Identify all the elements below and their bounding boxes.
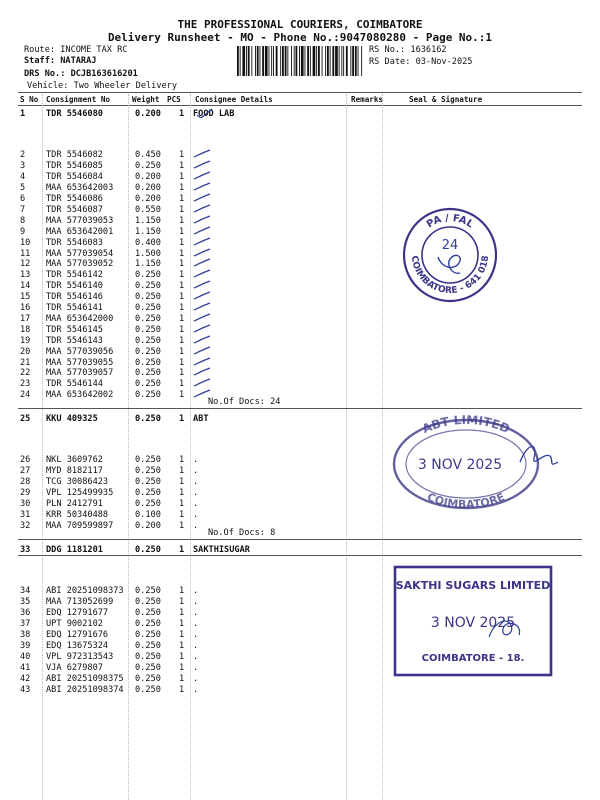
row-cn: ABI 20251098375 <box>46 673 124 684</box>
row-sno: 22 <box>20 368 31 379</box>
row-sno: 10 <box>20 237 31 248</box>
row-cn: TDR 5546086 <box>46 194 103 205</box>
row-cn: MAA 577039056 <box>46 346 114 357</box>
row-sno: 3 <box>20 161 26 172</box>
row-dot-mark: . <box>193 651 199 662</box>
row-cn: MAA 709599897 <box>46 520 114 531</box>
row-pcs: 1 <box>179 379 185 390</box>
tick-icon <box>193 258 211 268</box>
staff-label: Staff: NATARAJ <box>24 56 97 66</box>
row-pcs: 1 <box>179 292 185 303</box>
row-sno: 7 <box>20 204 26 215</box>
row-dot-mark: . <box>193 499 199 510</box>
row-pcs: 1 <box>179 346 185 357</box>
row-dot-mark: . <box>193 488 199 499</box>
row-wt: 0.250 <box>135 608 161 619</box>
row-wt: 0.250 <box>135 597 161 608</box>
row-sno: 30 <box>20 499 31 510</box>
row-pcs: 1 <box>179 414 185 424</box>
row-wt: 0.250 <box>135 346 161 357</box>
consignee-name: SAKTHISUGAR <box>193 545 250 555</box>
row-pcs: 1 <box>179 586 185 597</box>
row-wt: 0.200 <box>135 109 161 119</box>
row-sno: 35 <box>20 597 31 608</box>
row-wt: 1.500 <box>135 248 161 259</box>
row-dot-mark: . <box>193 466 199 477</box>
row-wt: 0.250 <box>135 455 161 466</box>
row-dot-mark: . <box>193 662 199 673</box>
group-divider <box>18 555 582 556</box>
row-wt: 0.250 <box>135 335 161 346</box>
sakthi-stamp-date: 3 NOV 2025 <box>430 615 516 631</box>
header-rule-top <box>18 92 582 93</box>
sakthi-stamp-name: SAKTHI SUGARS LIMITED <box>395 579 551 592</box>
row-pcs: 1 <box>179 368 185 379</box>
sakthi-sugars-stamp <box>393 565 553 677</box>
row-cn: ABI 20251098374 <box>46 684 124 695</box>
row-pcs: 1 <box>179 357 185 368</box>
row-sno: 28 <box>20 477 31 488</box>
row-dot-mark: . <box>193 673 199 684</box>
row-sno: 32 <box>20 520 31 531</box>
pa-fal-stamp <box>400 205 500 305</box>
row-wt: 0.400 <box>135 237 161 248</box>
row-pcs: 1 <box>179 109 185 119</box>
row-cn: PLN 2412791 <box>46 499 103 510</box>
row-pcs: 1 <box>179 161 185 172</box>
docs-count: No.Of Docs: 8 <box>208 527 276 538</box>
row-wt: 0.250 <box>135 466 161 477</box>
row-pcs: 1 <box>179 466 185 477</box>
row-pcs: 1 <box>179 313 185 324</box>
col-divider <box>190 94 191 800</box>
row-pcs: 1 <box>179 390 185 401</box>
row-sno: 14 <box>20 281 31 292</box>
row-pcs: 1 <box>179 520 185 531</box>
row-sno: 13 <box>20 270 31 281</box>
row-pcs: 1 <box>179 248 185 259</box>
row-pcs: 1 <box>179 545 185 555</box>
abt-stamp-city: COIMBATORE <box>425 490 507 512</box>
runsheet-subtitle: Delivery Runsheet - MO - Phone No.:9047080280 - Page No.:1 <box>107 31 493 44</box>
row-cn: TDR 5546143 <box>46 335 103 346</box>
tick-icon <box>196 108 214 118</box>
row-cn: VJA 6279807 <box>46 662 103 673</box>
row-wt: 0.250 <box>135 281 161 292</box>
tick-icon <box>193 149 211 159</box>
row-cn: MAA 653642001 <box>46 226 114 237</box>
row-cn: EDQ 12791677 <box>46 608 109 619</box>
row-sno: 18 <box>20 324 31 335</box>
row-pcs: 1 <box>179 259 185 270</box>
row-dot-mark: . <box>193 684 199 695</box>
row-sno: 38 <box>20 630 31 641</box>
row-dot-mark: . <box>193 477 199 488</box>
row-pcs: 1 <box>179 183 185 194</box>
tick-icon <box>193 237 211 247</box>
row-sno: 40 <box>20 651 31 662</box>
row-pcs: 1 <box>179 204 185 215</box>
tick-icon <box>193 280 211 290</box>
row-wt: 0.250 <box>135 499 161 510</box>
row-sno: 37 <box>20 619 31 630</box>
row-sno: 20 <box>20 346 31 357</box>
row-cn: TDR 5546082 <box>46 150 103 161</box>
tick-icon <box>193 389 211 399</box>
group-divider <box>18 539 582 540</box>
route-label: Route: INCOME TAX RC <box>24 45 128 55</box>
row-cn: UPT 9002102 <box>46 619 103 630</box>
row-dot-mark: . <box>193 619 199 630</box>
row-sno: 8 <box>20 215 26 226</box>
row-pcs: 1 <box>179 303 185 314</box>
tick-icon <box>193 182 211 192</box>
row-wt: 0.250 <box>135 651 161 662</box>
company-title: THE PROFESSIONAL COURIERS, COIMBATORE <box>177 18 423 31</box>
row-sno: 21 <box>20 357 31 368</box>
row-pcs: 1 <box>179 215 185 226</box>
tick-icon <box>193 313 211 323</box>
row-pcs: 1 <box>179 226 185 237</box>
consignee-name: ABT <box>193 414 209 424</box>
row-pcs: 1 <box>179 455 185 466</box>
row-cn: TDR 5546142 <box>46 270 103 281</box>
row-wt: 0.250 <box>135 640 161 651</box>
tick-icon <box>193 367 211 377</box>
row-sno: 34 <box>20 586 31 597</box>
row-cn: NKL 3609762 <box>46 455 103 466</box>
row-wt: 0.250 <box>135 684 161 695</box>
row-pcs: 1 <box>179 630 185 641</box>
row-cn: TDR 5546144 <box>46 379 103 390</box>
row-dot-mark: . <box>193 608 199 619</box>
row-dot-mark: . <box>193 520 199 531</box>
row-wt: 0.250 <box>135 619 161 630</box>
row-sno: 5 <box>20 183 26 194</box>
row-pcs: 1 <box>179 662 185 673</box>
row-dot-mark: . <box>193 586 199 597</box>
row-sno: 2 <box>20 150 26 161</box>
row-sno: 4 <box>20 172 26 183</box>
tick-icon <box>193 248 211 258</box>
group-divider <box>18 408 582 409</box>
row-cn: MAA 653642002 <box>46 390 114 401</box>
row-sno: 36 <box>20 608 31 619</box>
row-wt: 0.250 <box>135 545 161 555</box>
row-cn: MAA 577039055 <box>46 357 114 368</box>
row-wt: 0.200 <box>135 183 161 194</box>
row-pcs: 1 <box>179 150 185 161</box>
sakthi-stamp-city: COIMBATORE - 18. <box>421 653 525 664</box>
row-pcs: 1 <box>179 270 185 281</box>
row-pcs: 1 <box>179 488 185 499</box>
row-wt: 0.250 <box>135 586 161 597</box>
row-cn: ABI 20251098373 <box>46 586 124 597</box>
row-pcs: 1 <box>179 324 185 335</box>
signature-scribble <box>438 255 460 273</box>
row-pcs: 1 <box>179 619 185 630</box>
row-wt: 0.250 <box>135 630 161 641</box>
row-dot-mark: . <box>193 630 199 641</box>
row-wt: 0.550 <box>135 204 161 215</box>
row-sno: 15 <box>20 292 31 303</box>
row-wt: 0.250 <box>135 673 161 684</box>
row-cn: KRR 50340488 <box>46 509 109 520</box>
pa-fal-stamp-bottom: COIMBATORE - 641 018 <box>408 255 492 297</box>
row-sno: 39 <box>20 640 31 651</box>
tick-icon <box>193 171 211 181</box>
row-dot-mark: . <box>193 509 199 520</box>
svg-text:ABT LIMITED <box>420 413 512 436</box>
row-wt: 0.250 <box>135 270 161 281</box>
tick-icon <box>193 160 211 170</box>
row-cn: MAA 577039052 <box>46 259 114 270</box>
col-divider <box>42 94 43 800</box>
tick-icon <box>193 378 211 388</box>
col-remarks: Remarks <box>351 95 384 104</box>
barcode <box>236 46 364 76</box>
row-sno: 27 <box>20 466 31 477</box>
row-wt: 0.250 <box>135 414 161 424</box>
row-cn: TDR 5546085 <box>46 161 103 172</box>
svg-text:COIMBATORE <box>425 490 506 511</box>
row-wt: 0.450 <box>135 150 161 161</box>
row-wt: 0.200 <box>135 172 161 183</box>
row-cn: VPL 972313543 <box>46 651 114 662</box>
row-cn: TDR 5546087 <box>46 204 103 215</box>
row-pcs: 1 <box>179 335 185 346</box>
row-wt: 0.250 <box>135 357 161 368</box>
abt-stamp-name: ABT LIMITED <box>419 412 512 437</box>
row-sno: 6 <box>20 194 26 205</box>
row-cn: TDR 5546140 <box>46 281 103 292</box>
row-cn: MAA 577039054 <box>46 248 114 259</box>
row-wt: 0.100 <box>135 509 161 520</box>
row-cn: MYD 8182117 <box>46 466 103 477</box>
row-sno: 24 <box>20 390 31 401</box>
row-cn: TDR 5546145 <box>46 324 103 335</box>
row-sno: 23 <box>20 379 31 390</box>
row-cn: DDG 1181201 <box>46 545 103 555</box>
row-pcs: 1 <box>179 281 185 292</box>
row-wt: 0.250 <box>135 488 161 499</box>
pa-fal-stamp-number: 24 <box>441 238 459 253</box>
row-sno: 29 <box>20 488 31 499</box>
row-sno: 9 <box>20 226 26 237</box>
row-sno: 1 <box>20 109 26 119</box>
col-consignment: Consignment No <box>46 95 111 104</box>
row-wt: 0.200 <box>135 194 161 205</box>
row-sno: 19 <box>20 335 31 346</box>
row-cn: MAA 577039057 <box>46 368 114 379</box>
row-sno: 17 <box>20 313 31 324</box>
row-pcs: 1 <box>179 673 185 684</box>
col-divider <box>382 94 383 800</box>
row-wt: 0.250 <box>135 368 161 379</box>
tick-icon <box>193 193 211 203</box>
header-rule-bottom <box>18 105 582 106</box>
row-cn: TDR 5546083 <box>46 237 103 248</box>
row-cn: TDR 5546146 <box>46 292 103 303</box>
rs-date: RS Date: 03-Nov-2025 <box>369 57 473 67</box>
drs-number: DRS No.: DCJB163616201 <box>24 69 138 79</box>
row-cn: TDR 5546080 <box>46 109 103 119</box>
row-cn: VPL 125499935 <box>46 488 114 499</box>
tick-icon <box>193 357 211 367</box>
row-dot-mark: . <box>193 597 199 608</box>
col-seal: Seal & Signature <box>409 95 483 104</box>
row-pcs: 1 <box>179 608 185 619</box>
tick-icon <box>193 346 211 356</box>
row-sno: 26 <box>20 455 31 466</box>
row-sno: 42 <box>20 673 31 684</box>
row-cn: EDQ 13675324 <box>46 640 109 651</box>
svg-text:PA / FAL <box>425 213 476 231</box>
row-cn: MAA 577039053 <box>46 215 114 226</box>
col-sno: S No <box>20 95 39 104</box>
row-cn: MAA 653642003 <box>46 183 114 194</box>
row-cn: MAA 653642000 <box>46 313 114 324</box>
tick-icon <box>193 204 211 214</box>
col-pcs: PCS <box>167 95 181 104</box>
row-cn: TDR 5546084 <box>46 172 103 183</box>
row-pcs: 1 <box>179 194 185 205</box>
col-divider <box>128 94 129 800</box>
col-consignee: Consignee Details <box>195 95 273 104</box>
row-pcs: 1 <box>179 499 185 510</box>
row-wt: 0.250 <box>135 477 161 488</box>
tick-icon <box>193 269 211 279</box>
row-pcs: 1 <box>179 172 185 183</box>
row-wt: 0.250 <box>135 379 161 390</box>
row-sno: 11 <box>20 248 31 259</box>
tick-icon <box>193 335 211 345</box>
row-sno: 41 <box>20 662 31 673</box>
row-wt: 0.250 <box>135 303 161 314</box>
row-wt: 0.200 <box>135 520 161 531</box>
row-wt: 0.250 <box>135 292 161 303</box>
tick-icon <box>193 302 211 312</box>
vehicle-label: Vehicle: Two Wheeler Delivery <box>27 81 178 91</box>
row-cn: TCG 30086423 <box>46 477 109 488</box>
row-sno: 16 <box>20 303 31 314</box>
row-wt: 0.250 <box>135 324 161 335</box>
row-sno: 12 <box>20 259 31 270</box>
row-pcs: 1 <box>179 684 185 695</box>
row-pcs: 1 <box>179 509 185 520</box>
abt-stamp-date: 3 NOV 2025 <box>417 457 503 473</box>
row-cn: MAA 713052699 <box>46 597 114 608</box>
docs-count: No.Of Docs: 24 <box>208 397 281 408</box>
row-wt: 0.250 <box>135 161 161 172</box>
row-sno: 33 <box>20 545 31 555</box>
tick-icon <box>193 291 211 301</box>
row-pcs: 1 <box>179 651 185 662</box>
col-divider <box>346 94 347 800</box>
row-wt: 1.150 <box>135 226 161 237</box>
row-wt: 1.150 <box>135 259 161 270</box>
row-cn: TDR 5546141 <box>46 303 103 314</box>
row-dot-mark: . <box>193 640 199 651</box>
rs-number: RS No.: 1636162 <box>369 45 447 55</box>
row-wt: 0.250 <box>135 390 161 401</box>
row-pcs: 1 <box>179 640 185 651</box>
row-wt: 0.250 <box>135 662 161 673</box>
row-pcs: 1 <box>179 597 185 608</box>
row-wt: 0.250 <box>135 313 161 324</box>
row-pcs: 1 <box>179 477 185 488</box>
row-wt: 1.150 <box>135 215 161 226</box>
tick-icon <box>193 324 211 334</box>
row-sno: 25 <box>20 414 31 424</box>
row-cn: EDQ 12791676 <box>46 630 109 641</box>
row-sno: 43 <box>20 684 31 695</box>
tick-icon <box>193 226 211 236</box>
row-cn: KKU 409325 <box>46 414 98 424</box>
col-weight: Weight <box>132 95 160 104</box>
row-sno: 31 <box>20 509 31 520</box>
consignee-name: FOOD LAB <box>193 109 235 119</box>
tick-icon <box>193 215 211 225</box>
row-dot-mark: . <box>193 455 199 466</box>
row-pcs: 1 <box>179 237 185 248</box>
pa-fal-stamp-top: PA / FAL <box>424 212 476 231</box>
